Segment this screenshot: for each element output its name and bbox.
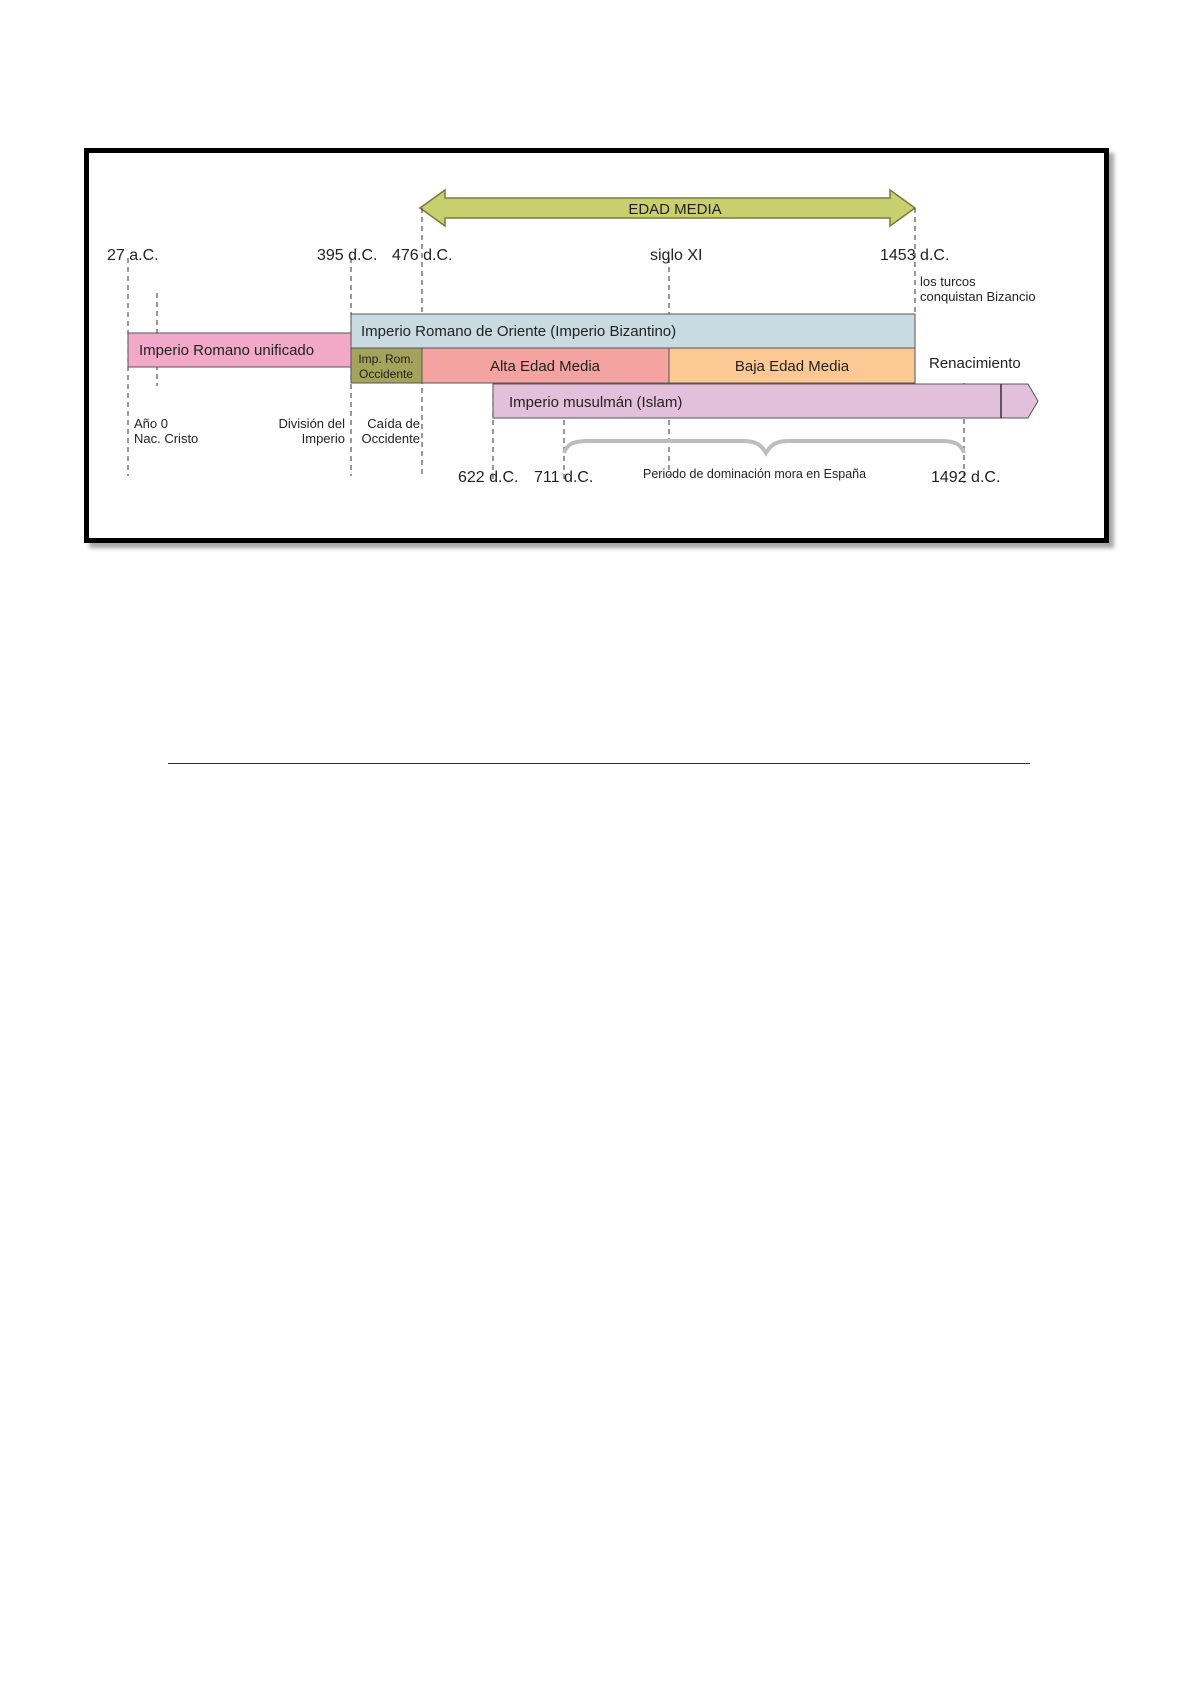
bar-imp-rom-occidente-line1: Imp. Rom. — [358, 352, 414, 366]
bar-alta-edad-media-label: Alta Edad Media — [489, 358, 601, 375]
timeline-frame — [84, 148, 1109, 543]
annotation-division-line1: División del — [278, 416, 345, 431]
annotation-dominacion: Periodo de dominación mora en España — [643, 467, 867, 481]
bar-imperio-romano-oriente-label: Imperio Romano de Oriente (Imperio Bizantino) — [361, 323, 677, 340]
annotation-turcos-line2: conquistan Bizancio — [920, 289, 1036, 304]
edad-media-label: EDAD MEDIA — [628, 201, 722, 218]
date-476: 476 d.C. — [392, 247, 453, 264]
annotation-division-line2: Imperio — [301, 431, 345, 446]
dominacion-brace — [564, 441, 964, 453]
bar-baja-edad-media-label: Baja Edad Media — [734, 358, 850, 375]
annotation-caida-line2: Occidente — [361, 431, 420, 446]
horizontal-rule — [168, 763, 1030, 764]
timeline-diagram — [89, 153, 1104, 538]
annotation-turcos-line1: los turcos — [920, 274, 976, 289]
date-siglo-xi: siglo XI — [650, 247, 703, 264]
date-711: 711 d.C. — [534, 469, 594, 486]
bar-imperio-musulman-label: Imperio musulmán (Islam) — [509, 394, 683, 411]
bar-imp-rom-occidente-line2: Occidente — [358, 367, 414, 381]
date-27ac: 27 a.C. — [107, 247, 159, 264]
annotation-caida-line1: Caída de — [367, 416, 420, 431]
annotation-anio0-line1: Año 0 — [134, 416, 168, 431]
date-395: 395 d.C. — [317, 247, 378, 264]
bar-imperio-romano-unificado-label: Imperio Romano unificado — [139, 342, 315, 359]
label-renacimiento: Renacimiento — [929, 355, 1021, 372]
date-1453: 1453 d.C. — [880, 247, 950, 264]
date-622: 622 d.C. — [458, 469, 519, 486]
annotation-anio0-line2: Nac. Cristo — [134, 431, 199, 446]
date-1492: 1492 d.C. — [931, 469, 1001, 486]
